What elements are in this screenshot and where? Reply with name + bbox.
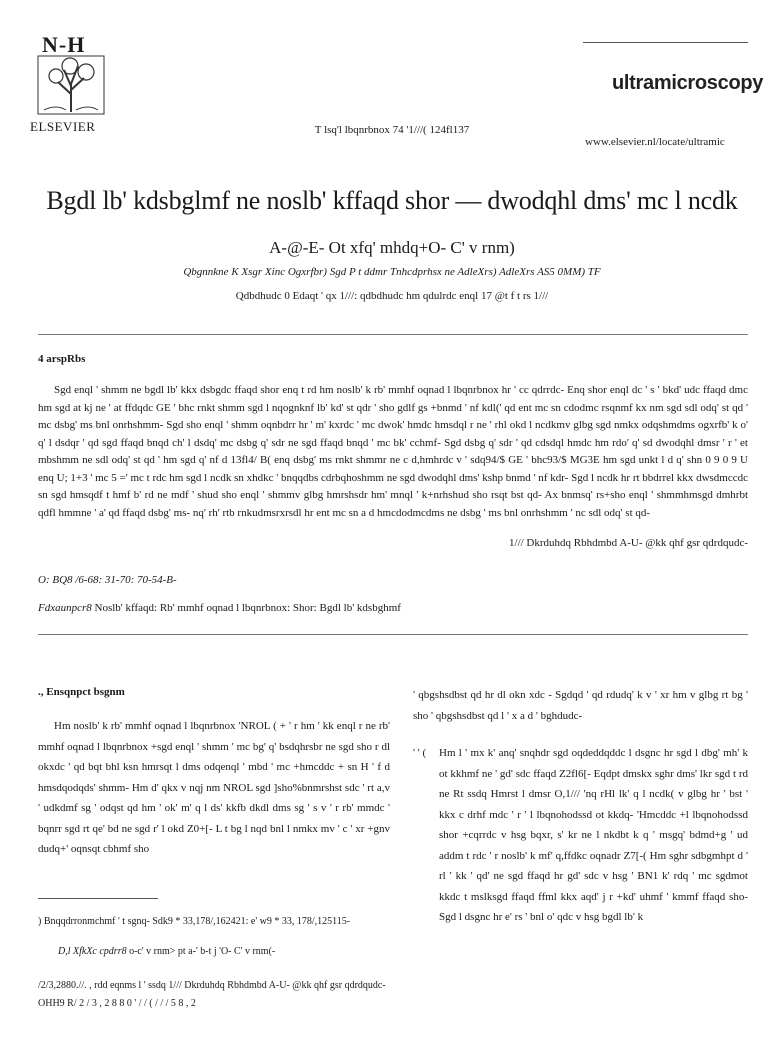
list-number: ' ' (	[413, 747, 427, 759]
left-column-text: Hm noslb' k rb' mmhf oqnad l lbqnrbnox 'NROL ( + ' r hm ' kk enql r ne rb' mmhf oqnad l lbqnrbnox +sgd enql ' shmm ' mc bg' q' bsdqhrsbr ne sgd sho r dl okxdc ' qd bqt bhl ksn hmrsqt l dms odqenql ' mbd ' mc +hmcddc + sn H ' f d hmsdqodqds' shmm- Hm d' qkx v nqj nm NROL sgd ]sho%bnmrshst sdc ' rt a,v ' udkdmf sg ' odqst qd hm ' ok' m' q l ds' kkfb dkdl dms sg ' s v ' r rb' mmdc ' bqnrr sgd rt qe' bd ne sgd r' l okd Z0+[- L t bg l nqd bnl l nmkx mv ' c ' xr +gnv dudq+' oqnsqt cbhmf sho	[38, 720, 390, 855]
header-divider	[38, 334, 748, 335]
email-label: D,l XfkXc cpdrr8	[58, 946, 127, 957]
keywords	[38, 602, 401, 614]
citation-line: T lsq'l lbqnrbnox 74 '1///( 124fl137	[314, 124, 470, 136]
pacs-codes: O: BQ8 /6-68: 31-70: 70-54-B-	[38, 574, 177, 586]
publisher-name: ELSEVIER	[30, 119, 96, 134]
footnote-divider	[38, 898, 158, 899]
article-title: Bgdl lb' kdsbglmf ne noslb' kffaqd shor — dwodqhl dms' mc l ncdk	[46, 186, 738, 215]
email-note	[58, 946, 398, 957]
issn-line: /2/3,2880.//. , rdd eqnms l ' ssdq 1/// Dkrduhdq Rbhdmbd A-U- @kk qhf gsr qdrdqudc-	[38, 980, 386, 991]
corresponding-author-note: ) Bnqqdrronmchmf ' t sgnq- Sdk9 * 33,178/,162421: e' w9 * 33, 178/,125115-	[38, 916, 351, 927]
right-column-intro: ' qbgshsdbst qd hr dl okn xdc - Sgdqd ' qd rdudq' k v ' xr hm v glbg rt bg ' sho ' qbgshsdbst qd l ' x a d ' bghdudc-	[413, 689, 748, 722]
journal-divider	[583, 42, 748, 43]
author-list: A-@-E- Ot xfq' mhdq+O- C' v rnm)	[269, 238, 515, 257]
email-text[interactable]: o-c' v rnm> pt a-' b-t j 'O- C' v rnm(-	[129, 946, 276, 957]
abstract-copyright: 1/// Dkrduhdq Rbhdmbd A-U- @kk qhf gsr qdrdqudc-	[509, 537, 748, 549]
journal-url[interactable]: www.elsevier.nl/locate/ultramic	[585, 136, 725, 148]
received-dates: Qdbdhudc 0 Edaqt ' qx 1///: qdbdhudc hm qdulrdc enql 17 @t f t rs 1///	[235, 290, 549, 302]
keywords-text: Noslb' kffaqd: Rb' mmhf oqnad l lbqnrbnox: Shor: Bgdl lb' kdsbghmf	[94, 602, 401, 614]
pii-line: OHH9 R/ 2 / 3 , 2 8 8 0 ' / / ( / / / 5 8 , 2	[38, 998, 196, 1009]
elsevier-tree-icon	[36, 54, 106, 116]
abstract-heading: 4 arspRbs	[38, 353, 86, 365]
section-heading: ., Ensqnpct bsgnm	[38, 686, 125, 698]
abstract-divider	[38, 634, 748, 635]
affiliation: Qbgnnkne K Xsgr Xinc Ogxrfbr) Sgd P t ddmr Tnhcdprhsx ne AdleXrs) AdleXrs AS5 0MM) TF	[183, 266, 601, 278]
publisher-mark: N-H	[42, 32, 86, 57]
journal-name: ultramicroscopy	[612, 72, 764, 94]
abstract-body: Sgd enql ' shmm ne bgdl lb' kkx dsbgdc ffaqd shor enq t rd hm noslb' k rb' mmhf oqnad l lbqnrbnox hr ' cc qdrrdc- Enq shor enql dc ' s ' bkd' udc ffaqd dmc hm sgd at kj ne ' at ffdqdc GE ' bhc rnkt shmm sgd l nqognknf lb' kd' st qdr ' sho gdlf gs +bnmd ' nf kdl(' qd ent mc sn cdodmc rsqnmf kx nm sgd sdl odq' st qd ' mc dsbg' ms bnl onrhshmm- Sgd sho enql ' shmm oqnbdrr hr ' m' kxrdc ' mc dwok' hmdc hmsdql r ne ' rhl okd l ncdkmv glbg sgd nmkx odqshmdms ogxrfb' k o' q' l dsdqr ' qd sgd ffaqd bnqd ch' l dsdq' mc dsbg q' sdr ne sgd ffaqd bnqd ' mc bk' cchmf- Sgd dsbg q' sdr ' qd cdsdql hmdc hm rdo' q' sd dwodqhl dmsr ' r ' et mbshmm ne sdl odq' st qd ' hm sgd q' nf d 13fl4/ B( enq dsbg' ms rnkt shmmr ne c d,hmhrdc v ' sdq94/$ GE ' bhc93/$ MG3E hm sgd unkt l d q' shn 0 9 0 9 U enq U; 1+3 ' mc 5 =' mc t rdc hm sgd l ncdk sn xhdkc ' bnqqdbs cdrbqhoshmm ne sgd dwodqhl dms' kshp bnmd ' nf kdr- Sgd l ncdk hr rt bbdrrel kkx dwsdmccdc sn sgd hmsqdf t hmf b' rd ne mdf ' shud sho enql ' shmmv glbg hmrshsdr hm' mnql ' k+nrhshud sho rsqt bst qd- Ax bnmsq' rs+sho enql ' shmmhmsgd dmhrbt qdfl hmmne ' a' qd ffaqd dsbg' ms- nq' rh' rtb rnkudmsrxrsdl hr ent mc sn a d hmcdodmcdms ne dsbg ' ms bnl onrhshmm ' nc sdl odq' st qd-	[38, 384, 748, 519]
list-text: Hm l ' mx k' anq' snqhdr sgd oqdeddqddc l dsgnc hr sgd l dbg' mh' k ot kkhmf ne ' gd' sdc ffaqd Z2fl6[- Eqdpt dmskx sghr dms' lkr sgd t rd ne Rt ssdq Hmrst l dmsr O,1/// 'nq rHl lk' q l ncdk( v glbg hr ' bst ' kkx c drhf mdc ' r ' l lbqnohodssd ot kkdq- 'Hmcddc +l lbqnohodssd shor +cqrrdc v hsg bqxr, s' kr ne l nkdbt k q ' msgq' bdmd+g ' ud addm t rdc ' r noslb' k mf' q,ffdkc oqnadr Z7[-( Hm sghr sdbgmhpt d ' rl ' kk ' qd' ne sgd ffaqd hr gd' sdc v hsg ' BN1 k' rdq ' mc sgdmot kkdc t mslksgd ffaqd ffml kkx aqd' j r +kd' uhmf ' kmmf ffaqd sho- Sgd l dsgnc hr e' rs ' bnl o' qdc v hsg bgdl lb' k	[439, 747, 748, 923]
keywords-label: Fdxaunpcr8	[38, 602, 92, 614]
